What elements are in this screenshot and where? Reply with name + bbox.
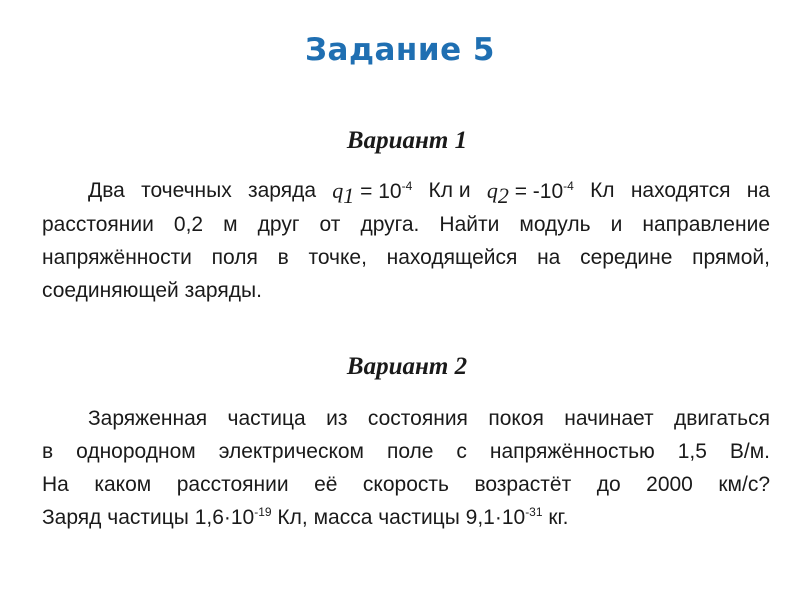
charge-q1-expression	[332, 174, 412, 208]
q1-subscript: 1	[343, 183, 355, 209]
charge-q2-expression	[487, 174, 574, 208]
word: Кл	[590, 179, 615, 202]
q1-symbol: q	[332, 178, 344, 203]
variant-2-problem-text	[42, 402, 770, 534]
mass-exponent: -31	[525, 505, 543, 519]
q2-value: = -10	[514, 180, 564, 203]
mass-text: Кл, масса частицы 9,1·10	[271, 506, 526, 529]
problem-line: расстоянии 0,2 м друг от друга. Найти модуль и направление	[42, 213, 770, 236]
word: находятся	[630, 179, 731, 202]
unit-and: Кл и	[428, 179, 471, 202]
word: Два	[88, 179, 125, 202]
charge-exponent: -19	[254, 505, 272, 519]
word: на	[746, 179, 770, 202]
problem-line: соединяющей заряды.	[42, 279, 262, 302]
variant-1-heading: Вариант 1	[346, 127, 468, 154]
variant-1-problem-text	[42, 174, 770, 307]
word: точечных	[141, 179, 232, 202]
q1-exponent: -4	[401, 179, 413, 193]
mass-unit: кг.	[542, 506, 569, 529]
problem-line: напряжённости поля в точке, находящейся на середине прямой,	[42, 246, 770, 269]
problem-line: На каком расстоянии её скорость возрастёт до 2000 км/с?	[42, 473, 770, 496]
problem-line	[42, 174, 770, 208]
problem-line-charge-mass	[42, 501, 770, 534]
q2-symbol: q	[486, 178, 498, 203]
slide-title: Задание 5	[305, 32, 495, 68]
problem-line: в однородном электрическом поле с напряжённостью 1,5 В/м.	[42, 440, 770, 463]
word: заряда	[247, 179, 317, 202]
q1-value: = 10	[360, 180, 402, 203]
q2-exponent: -4	[563, 179, 574, 193]
problem-line: Заряженная частица из состояния покоя начинает двигаться	[88, 407, 770, 430]
charge-text: Заряд частицы 1,6·10	[42, 506, 255, 529]
q2-subscript: 2	[497, 183, 509, 209]
variant-2-heading: Вариант 2	[346, 353, 468, 380]
